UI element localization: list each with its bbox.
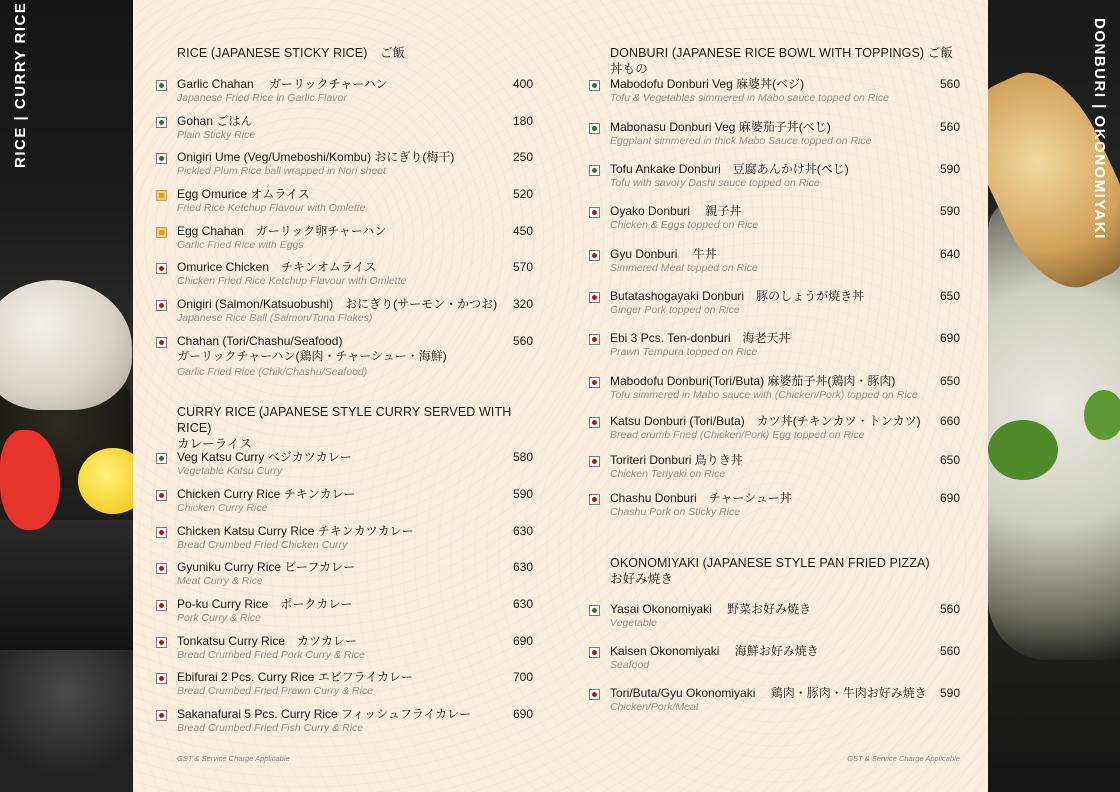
item-name: Onigiri (Salmon/Katsuobushi) おにぎり(サーモン・かつお) bbox=[177, 297, 498, 311]
menu-paper bbox=[133, 0, 988, 792]
menu-item bbox=[610, 644, 960, 671]
item-desc: Prawn Tempura topped on Rice bbox=[610, 346, 758, 358]
nonveg-mark-icon bbox=[156, 600, 167, 611]
rice-section-title: RICE (JAPANESE STICKY RICE) ご飯 bbox=[177, 46, 406, 60]
item-price: 630 bbox=[512, 524, 533, 538]
veg-mark-icon bbox=[156, 117, 167, 128]
veg-mark-icon bbox=[156, 153, 167, 164]
item-name: Ebifurai 2 Pcs. Curry Rice エビフライカレー bbox=[177, 670, 413, 684]
menu-item bbox=[177, 187, 533, 214]
item-desc: Garlic Fried Rice (Chik/Chashu/Seafood) bbox=[177, 366, 368, 378]
item-name: Po-ku Curry Rice ポークカレー bbox=[177, 597, 353, 611]
nonveg-mark-icon bbox=[589, 207, 600, 218]
nonveg-mark-icon bbox=[156, 490, 167, 501]
item-name: Chahan (Tori/Chashu/Seafood) bbox=[177, 334, 343, 348]
herb-shape-small bbox=[1084, 390, 1120, 440]
item-desc: Simmered Meat topped on Rice bbox=[610, 262, 758, 274]
item-price: 650 bbox=[939, 453, 960, 467]
herb-shape bbox=[988, 420, 1058, 480]
item-desc: Garlic Fried Rice with Eggs bbox=[177, 239, 304, 251]
menu-item bbox=[177, 77, 533, 104]
item-price: 450 bbox=[512, 224, 533, 238]
item-name: Mabodofu Donburi(Tori/Buta) 麻婆茄子丼(鶏肉・豚肉) bbox=[610, 374, 896, 388]
nonveg-mark-icon bbox=[589, 334, 600, 345]
nonveg-mark-icon bbox=[589, 292, 600, 303]
menu-item bbox=[610, 686, 960, 713]
menu-item bbox=[610, 491, 960, 518]
nonveg-mark-icon bbox=[589, 494, 600, 505]
donburi-section-title: DONBURI (JAPANESE RICE BOWL WITH TOPPINGS) ご飯丼もの bbox=[610, 46, 953, 76]
item-desc: Ginger Pork topped on Rice bbox=[610, 304, 740, 316]
item-name: Gohan ごはん bbox=[177, 114, 253, 128]
menu-item bbox=[177, 670, 533, 697]
menu-item bbox=[610, 162, 960, 189]
item-name: Chashu Donburi チャーシュー丼 bbox=[610, 491, 792, 505]
plate-shape bbox=[0, 520, 133, 670]
right-food-photo bbox=[988, 0, 1120, 792]
item-name: Egg Omurice オムライス bbox=[177, 187, 310, 201]
menu-item bbox=[177, 114, 533, 141]
lemon-shape bbox=[78, 448, 133, 514]
item-name: Egg Chahan ガーリック卵チャーハン bbox=[177, 224, 387, 238]
onigiri-shape bbox=[0, 280, 132, 410]
footnote-right: GST & Service Charge Applicable bbox=[847, 754, 960, 763]
item-name-japanese: ガーリックチャーハン(鶏肉・チャーシュー・海鮮) bbox=[177, 349, 447, 363]
menu-item bbox=[610, 77, 960, 104]
nonveg-mark-icon bbox=[589, 689, 600, 700]
item-price: 400 bbox=[512, 77, 533, 91]
menu-item bbox=[610, 374, 960, 401]
nonveg-mark-icon bbox=[589, 456, 600, 467]
menu-item bbox=[177, 334, 533, 378]
item-price: 580 bbox=[512, 450, 533, 464]
item-desc: Bread Crumbed Fried Pork Curry & Rice bbox=[177, 649, 365, 661]
item-name: Veg Katsu Curry ベジカツカレー bbox=[177, 450, 352, 464]
menu-item bbox=[610, 602, 960, 629]
menu-item bbox=[610, 453, 960, 480]
nonveg-mark-icon bbox=[156, 337, 167, 348]
item-price: 630 bbox=[512, 597, 533, 611]
nonveg-mark-icon bbox=[589, 417, 600, 428]
item-name: Sakanafurai 5 Pcs. Curry Rice フィッシュフライカレー bbox=[177, 707, 472, 721]
item-name: Omurice Chicken チキンオムライス bbox=[177, 260, 377, 274]
item-price: 690 bbox=[939, 491, 960, 505]
item-desc: Chicken Curry Rice bbox=[177, 502, 268, 514]
menu-item bbox=[610, 247, 960, 274]
item-desc: Eggplant simmered in thick Mabo Sauce topped on Rice bbox=[610, 135, 872, 147]
item-price: 180 bbox=[512, 114, 533, 128]
okonomiyaki-title-jp: お好み焼き bbox=[610, 572, 674, 586]
item-price: 650 bbox=[939, 374, 960, 388]
item-name: Toriteri Donburi 鳥りき丼 bbox=[610, 453, 743, 467]
item-price: 700 bbox=[512, 670, 533, 684]
item-name: Gyu Donburi 牛丼 bbox=[610, 247, 717, 261]
item-price: 690 bbox=[512, 634, 533, 648]
item-desc: Chicken/Pork/Meat bbox=[610, 701, 699, 713]
menu-item bbox=[177, 260, 533, 287]
item-name: Tori/Buta/Gyu Okonomiyaki 鶏肉・豚肉・牛肉お好み焼き bbox=[610, 686, 927, 700]
menu-item bbox=[177, 150, 533, 177]
item-desc: Vegetable Katsu Curry bbox=[177, 465, 283, 477]
veg-mark-icon bbox=[589, 123, 600, 134]
menu-item bbox=[177, 524, 533, 551]
item-price: 690 bbox=[512, 707, 533, 721]
nonveg-mark-icon bbox=[156, 710, 167, 721]
item-name: Garlic Chahan ガーリックチャーハン bbox=[177, 77, 388, 91]
item-price: 560 bbox=[939, 644, 960, 658]
okonomiyaki-title-en: OKONOMIYAKI (JAPANESE STYLE PAN FRIED PIZZA) bbox=[610, 556, 930, 570]
menu-item bbox=[177, 487, 533, 514]
nonveg-mark-icon bbox=[156, 563, 167, 574]
item-price: 630 bbox=[512, 560, 533, 574]
item-desc: Bread Crumbed Fried Fish Curry & Rice bbox=[177, 722, 364, 734]
item-price: 560 bbox=[939, 602, 960, 616]
item-name: Butatashogayaki Donburi 豚のしょうが焼き丼 bbox=[610, 289, 865, 303]
curry-title-en: CURRY RICE (JAPANESE STYLE CURRY SERVED WITH RICE) bbox=[177, 405, 512, 435]
item-desc: Japanese Rice Ball (Salmon/Tuna Flakes) bbox=[177, 312, 373, 324]
item-price: 690 bbox=[939, 331, 960, 345]
item-price: 560 bbox=[512, 334, 533, 348]
okonomiyaki-section-title bbox=[610, 555, 930, 587]
item-desc: Pickled Plum Rice ball wrapped in Nori sheet bbox=[177, 165, 386, 177]
item-desc: Bread Crumbed Fried Chicken Curry bbox=[177, 539, 348, 551]
nonveg-mark-icon bbox=[589, 647, 600, 658]
item-desc: Fried Rice Ketchup Flavour with Omlette bbox=[177, 202, 366, 214]
item-name: Mabonasu Donburi Veg 麻婆茄子丼(べじ) bbox=[610, 120, 831, 134]
item-price: 570 bbox=[512, 260, 533, 274]
veg-mark-icon bbox=[589, 165, 600, 176]
item-desc: Meat Curry & Rice bbox=[177, 575, 263, 587]
veg-mark-icon bbox=[589, 605, 600, 616]
nonveg-mark-icon bbox=[156, 300, 167, 311]
item-desc: Chashu Pork on Sticky Rice bbox=[610, 506, 741, 518]
item-price: 590 bbox=[939, 162, 960, 176]
item-price: 640 bbox=[939, 247, 960, 261]
nonveg-mark-icon bbox=[589, 377, 600, 388]
veg-mark-icon bbox=[589, 80, 600, 91]
item-price: 320 bbox=[512, 297, 533, 311]
item-price: 560 bbox=[939, 120, 960, 134]
item-name: Kaisen Okonomiyaki 海鮮お好み焼き bbox=[610, 644, 819, 658]
menu-item bbox=[610, 414, 960, 441]
item-desc: Tofu with savory Dashi sauce topped on Rice bbox=[610, 177, 820, 189]
item-price: 650 bbox=[939, 289, 960, 303]
item-name: Yasai Okonomiyaki 野菜お好み焼き bbox=[610, 602, 812, 616]
item-desc: Chicken & Eggs topped on Rice bbox=[610, 219, 759, 231]
item-desc: Vegetable bbox=[610, 617, 657, 629]
item-desc: Bread crumb Fried (Chicken/Pork) Egg topped on Rice bbox=[610, 429, 865, 441]
menu-item bbox=[177, 634, 533, 661]
menu-item bbox=[177, 707, 533, 734]
nonveg-mark-icon bbox=[156, 637, 167, 648]
item-name: Chicken Curry Rice チキンカレー bbox=[177, 487, 356, 501]
item-desc: Japanese Fried Rice in Garlic Flavor bbox=[177, 92, 347, 104]
item-name: Oyako Donburi 親子丼 bbox=[610, 204, 742, 218]
item-desc: Chicken Teriyaki on Rice bbox=[610, 468, 726, 480]
nonveg-mark-icon bbox=[589, 250, 600, 261]
menu-item bbox=[177, 224, 533, 251]
item-price: 660 bbox=[939, 414, 960, 428]
item-desc: Tofu simmered in Mabo sauce with (Chicken/Pork) topped on Rice bbox=[610, 389, 918, 401]
item-name: Chicken Katsu Curry Rice チキンカツカレー bbox=[177, 524, 414, 538]
right-banner-title: DONBURI | OKONOMIYAKI bbox=[1091, 18, 1108, 240]
veg-mark-icon bbox=[156, 80, 167, 91]
item-price: 590 bbox=[939, 686, 960, 700]
plate-shape-lower bbox=[0, 650, 133, 792]
menu-item bbox=[177, 560, 533, 587]
item-name: Katsu Donburi (Tori/Buta) カツ丼(チキンカツ・トンカツ) bbox=[610, 414, 921, 428]
menu-item bbox=[177, 297, 533, 324]
menu-item bbox=[610, 120, 960, 147]
item-desc: Tofu & Vegetables simmered in Mabo sauce topped on Rice bbox=[610, 92, 889, 104]
item-price: 520 bbox=[512, 187, 533, 201]
item-desc: Pork Curry & Rice bbox=[177, 612, 262, 624]
item-desc: Bread Crumbed Fried Prawn Curry & Rice bbox=[177, 685, 374, 697]
item-price: 590 bbox=[512, 487, 533, 501]
item-name: Ebi 3 Pcs. Ten-donburi 海老天丼 bbox=[610, 331, 791, 345]
nonveg-mark-icon bbox=[156, 527, 167, 538]
item-name: Tonkatsu Curry Rice カツカレー bbox=[177, 634, 358, 648]
curry-section-title bbox=[177, 404, 533, 452]
footnote-left: GST & Service Charge Applicable bbox=[177, 754, 290, 763]
item-price: 250 bbox=[512, 150, 533, 164]
nonveg-mark-icon bbox=[156, 263, 167, 274]
egg-mark-icon bbox=[156, 190, 167, 201]
item-name: Mabodofu Donburi Veg 麻婆丼(ベジ) bbox=[610, 77, 805, 91]
item-desc: Plain Sticky Rice bbox=[177, 129, 256, 141]
item-price: 590 bbox=[939, 204, 960, 218]
menu-item bbox=[177, 597, 533, 624]
veg-mark-icon bbox=[156, 453, 167, 464]
menu-item bbox=[610, 289, 960, 316]
item-name: Onigiri Ume (Veg/Umeboshi/Kombu) おにぎり(梅干) bbox=[177, 150, 455, 164]
item-price: 560 bbox=[939, 77, 960, 91]
menu-item bbox=[610, 204, 960, 231]
curry-title-jp: カレーライス bbox=[177, 437, 253, 451]
egg-mark-icon bbox=[156, 227, 167, 238]
left-food-photo bbox=[0, 0, 133, 792]
menu-item bbox=[177, 450, 533, 477]
item-name: Tofu Ankake Donburi 豆腐あんかけ丼(べじ) bbox=[610, 162, 849, 176]
item-desc: Seafood bbox=[610, 659, 650, 671]
item-name: Gyuniku Curry Rice ビーフカレー bbox=[177, 560, 356, 574]
left-banner-title: RICE | CURRY RICE bbox=[12, 1, 29, 168]
nonveg-mark-icon bbox=[156, 673, 167, 684]
item-desc: Chicken Fried Rice Ketchup Flavour with Omlette bbox=[177, 275, 407, 287]
menu-item bbox=[610, 331, 960, 358]
